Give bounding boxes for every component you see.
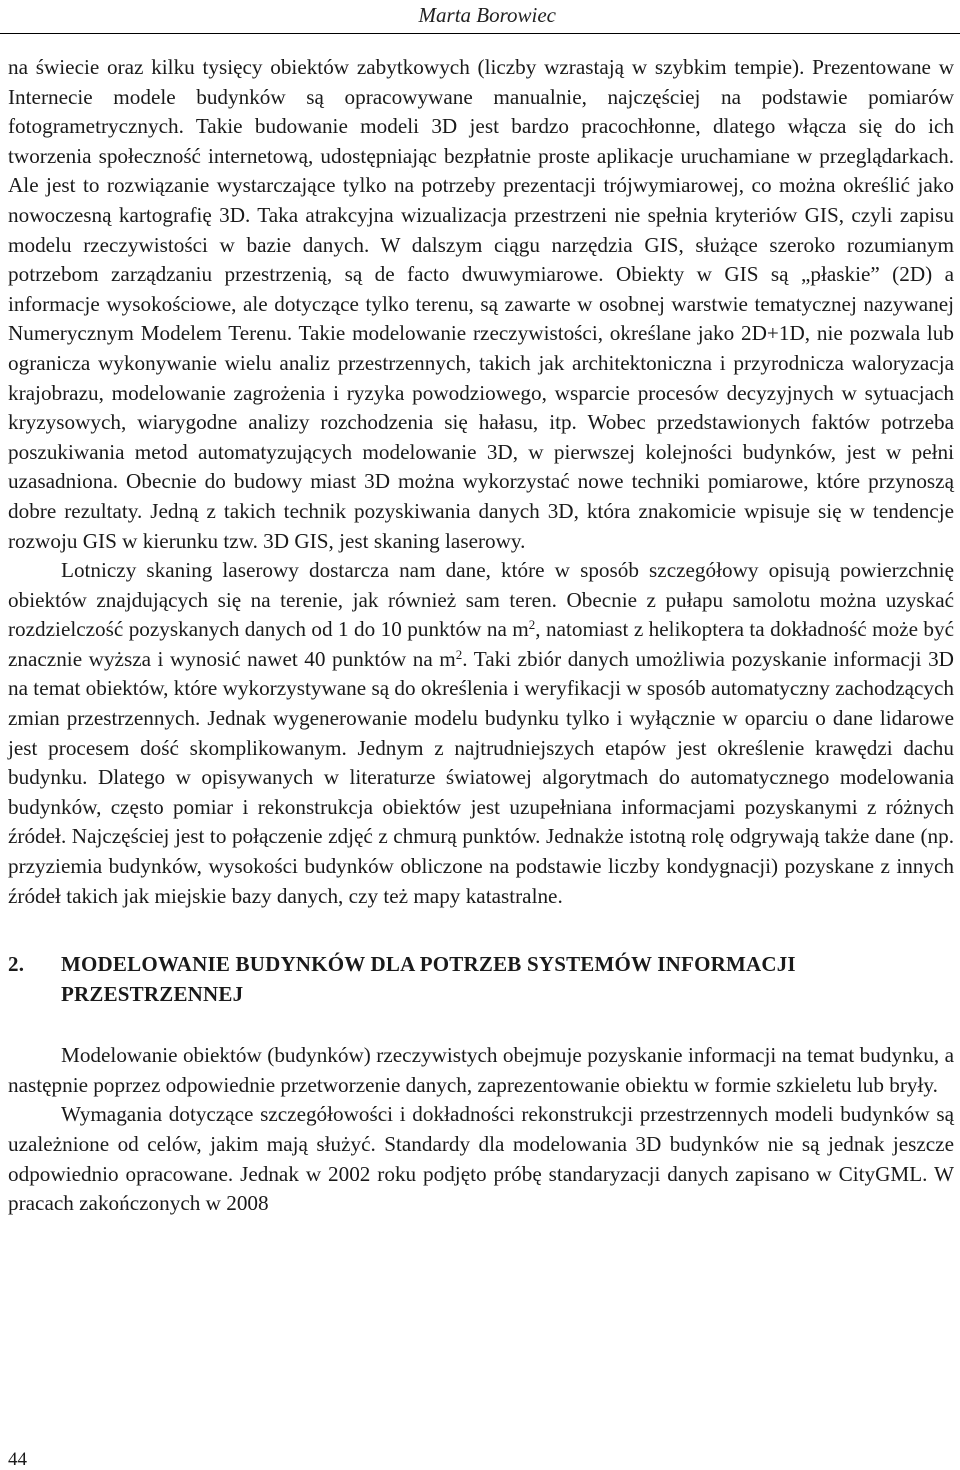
superscript-squared: 2 [455,646,463,662]
page-content [8,53,954,1219]
page-number: 44 [8,1449,27,1470]
paragraph-2 [8,556,954,911]
superscript-squared: 2 [528,617,536,633]
paragraph-2-part-a: Lotniczy skaning laserowy dostarcza nam dane, które w sposób szczegółowy opisują powierzchnię obiektów znajdujących się na terenie, jak również sam teren. Obecnie z pułapu samolotu można uzyskać rozdzielczość pozyskanych danych od 1 do 10 punktów na m [8,558,954,642]
section-number: 2. [8,952,25,977]
paragraph-4: Wymagania dotyczące szczegółowości i dokładności rekonstrukcji przestrzennych modeli budynków są uzależnione od celów, jakim mają służyć. Standardy dla modelowania 3D budynków nie są jednak jeszcze odpowiednio opracowane. Jednak w 2002 roku podjęto próbę standaryzacji danych zapisano w CityGML. W pracach zakończonych w 2008 [8,1102,954,1216]
running-header-author: Marta Borowiec [418,3,556,27]
paragraph-1: na świecie oraz kilku tysięcy obiektów zabytkowych (liczby wzrastają w szybkim tempie). Prezentowane w Internecie modele budynków są opracowywane manualnie, najczęściej na podstawie pomiarów fotogrametrycznych. Takie budowanie modeli 3D jest bardzo pracochłonne, dlatego włącza się do ich tworzenia społeczność internetową, udostępniając bezpłatnie proste aplikacje uruchamiane w przeglądarkach. Ale jest to rozwiązanie wystarczające tylko na potrzeby prezentacji trójwymiarowej, co można określić jako nowoczesną kartografię 3D. Taka atrakcyjna wizualizacja przestrzeni nie spełnia kryteriów GIS, czyli zapisu modelu rzeczywistości w bazie danych. W dalszym ciągu narzędzia GIS, służące szeroko rozumianym potrzebom zarządzaniu przestrzenią, są de facto dwuwymiarowe. Obiekty w GIS są „płaskie” (2D) a informacje wysokościowe, ale dotyczące tylko terenu, są zawarte w osobnej warstwie tematycznej nazywanej Numerycznym Modelem Terenu. Takie modelowanie rzeczywistości, określane jako 2D+1D, nie pozwala lub ogranicza wykonywanie wielu analiz przestrzennych, takich jak architektoniczna i przyrodnicza waloryzacja krajobrazu, modelowanie zagrożenia i ryzyka powodziowego, wsparcie procesów decyzyjnych w sytuacjach kryzysowych, wiarygodne analizy rozchodzenia się hałasu, itp. Wobec przedstawionych faktów potrzeba poszukiwania metod automatyzujących modelowanie 3D, w pierwszej kolejności budynków, jest w pełni uzasadniona. Obecnie do budowy miast 3D można wykorzystać nowe techniki pomiarowe, które przynoszą dobre rezultaty. Jedną z takich technik pozyskiwania danych 3D, która znakomicie wpisuje się w tendencje rozwoju GIS w kierunku tzw. 3D GIS, jest skaning laserowy. [8,55,954,553]
paragraph-2-part-c: . Taki zbiór danych umożliwia pozyskanie informacji 3D na temat obiektów, które wykorzystywane są do określenia i weryfikacji w sposób automatyczny zachodzących zmian przestrzennych. Jednak wygenerowanie modelu budynku tylko i wyłącznie w oparciu o dane lidarowe jest procesem dość skomplikowanym. Jednym z najtrudniejszych etapów jest określenie krawędzi dachu budynku. Dlatego w opisywanych w literaturze światowej algorytmach do automatycznego modelowania budynków, często pomiar i rekonstrukcja obiektów jest uzupełniana informacjami pozyskanymi z różnych źródeł. Najczęściej jest to połączenie zdjęć z chmurą punktów. Jednakże istotną rolę odgrywają także dane (np. przyziemia budynków, wysokości budynków obliczone na podstawie liczby kondygnacji) pozyskane z innych źródeł takich jak miejskie bazy danych, czy też mapy katastralne. [8,646,954,908]
paragraph-2-part-b: , natomiast z helikoptera ta dokładność może być znacznie wyższa i wynosić nawet 40 punktów na m [8,617,954,671]
section-heading [8,949,954,1009]
header-rule [0,33,960,34]
paragraph-3: Modelowanie obiektów (budynków) rzeczywistych obejmuje pozyskanie informacji na temat budynku, a następnie poprzez odpowiednie przetworzenie danych, zaprezentowanie obiektu w formie szkieletu lub bryły. [8,1043,954,1097]
section-title: MODELOWANIE BUDYNKÓW DLA POTRZEB SYSTEMÓW INFORMACJI PRZESTRZENNEJ [61,952,796,1007]
